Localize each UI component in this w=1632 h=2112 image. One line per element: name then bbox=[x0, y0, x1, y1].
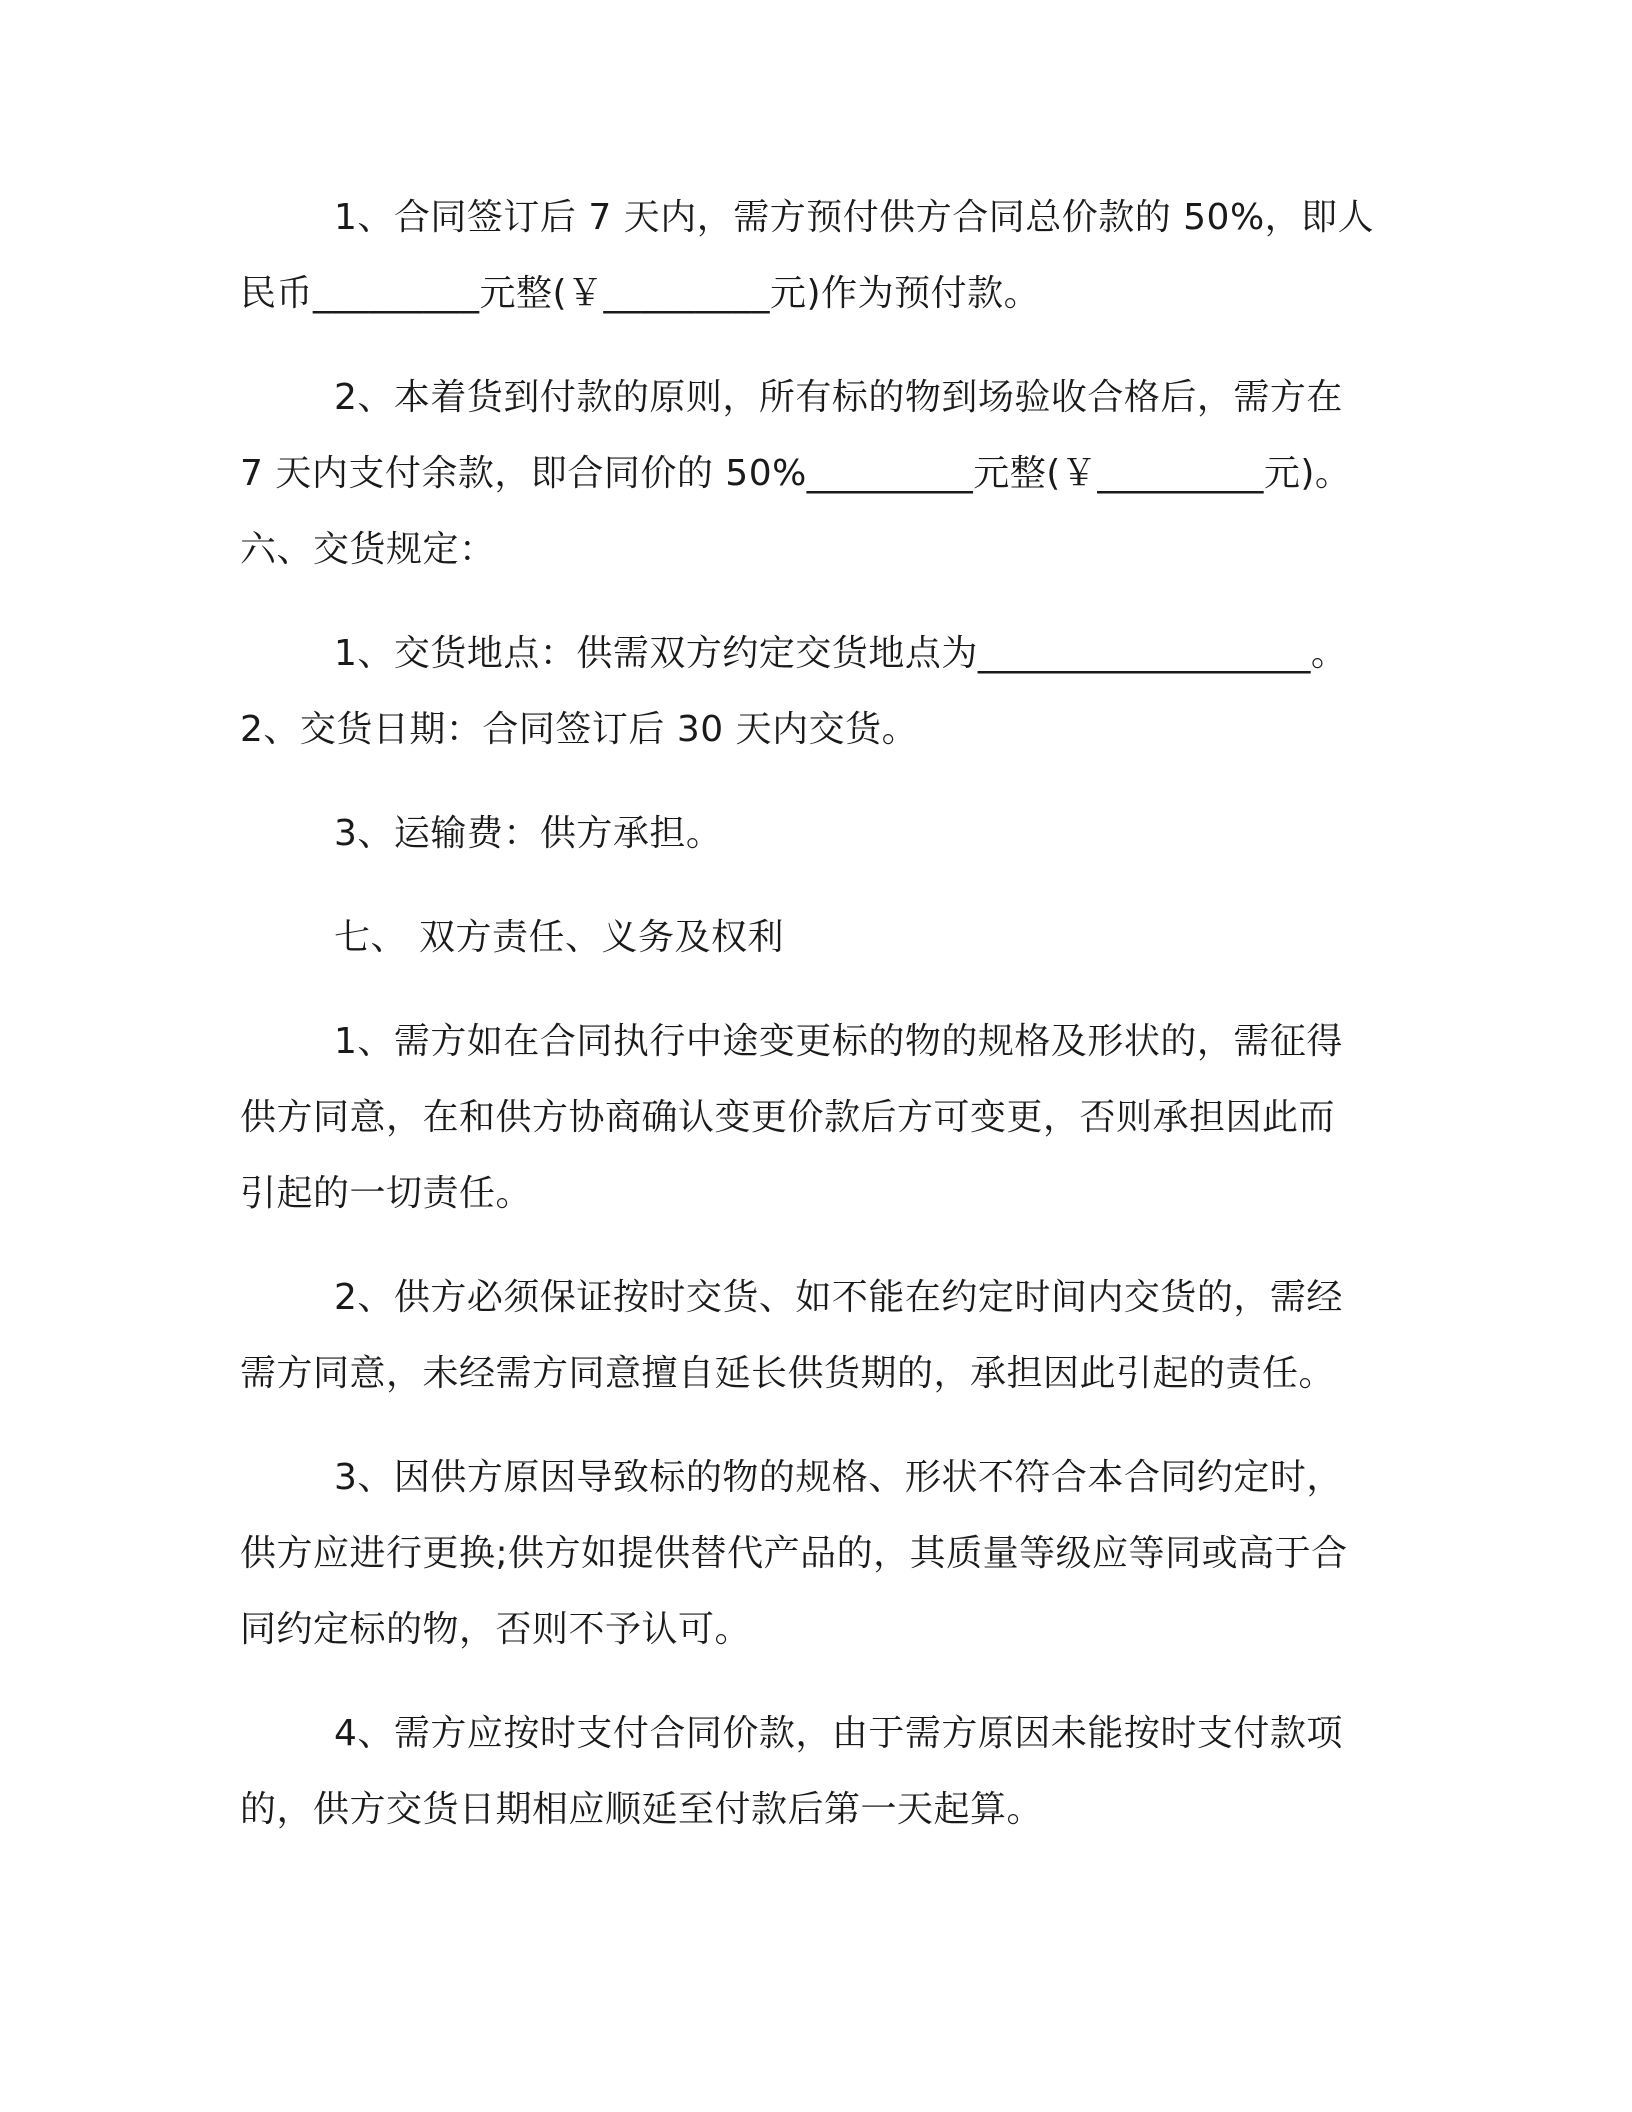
responsibility-clause-4-line-1: 4、需方应按时支付合同价款，由于需方原因未能按时支付款项 bbox=[334, 1713, 1343, 1754]
section-heading-delivery: 六、交货规定： bbox=[240, 529, 496, 570]
responsibility-clause-3-line-3: 同约定标的物，否则不予认可。 bbox=[240, 1609, 752, 1650]
responsibility-clause-3-line-2: 供方应进行更换;供方如提供替代产品的，其质量等级应等同或高于合 bbox=[240, 1533, 1348, 1574]
responsibility-clause-2-line-1: 2、供方必须保证按时交货、如不能在约定时间内交货的，需经 bbox=[334, 1277, 1343, 1318]
responsibility-clause-1-line-1: 1、需方如在合同执行中途变更标的物的规格及形状的，需征得 bbox=[334, 1021, 1343, 1062]
delivery-clause-2: 2、交货日期：合同签订后 30 天内交货。 bbox=[240, 709, 919, 750]
responsibility-clause-3-line-1: 3、因供方原因导致标的物的规格、形状不符合本合同约定时， bbox=[334, 1457, 1343, 1498]
responsibility-clause-4-line-2: 的，供方交货日期相应顺延至付款后第一天起算。 bbox=[240, 1789, 1044, 1830]
payment-clause-2-line-2: 7 天内支付余款，即合同价的 50%_________元整(￥_________元)。 bbox=[240, 453, 1352, 494]
responsibility-clause-1-line-2: 供方同意，在和供方协商确认变更价款后方可变更，否则承担因此而 bbox=[240, 1097, 1336, 1138]
payment-clause-1-line-2: 民币_________元整(￥_________元)作为预付款。 bbox=[240, 273, 1041, 314]
delivery-clause-1: 1、交货地点：供需双方约定交货地点为__________________。 bbox=[334, 633, 1348, 674]
responsibility-clause-1-line-3: 引起的一切责任。 bbox=[240, 1173, 533, 1214]
delivery-clause-3: 3、运输费：供方承担。 bbox=[334, 813, 723, 854]
responsibility-clause-2-line-2: 需方同意，未经需方同意擅自延长供货期的，承担因此引起的责任。 bbox=[240, 1353, 1336, 1394]
payment-clause-2-line-1: 2、本着货到付款的原则，所有标的物到场验收合格后，需方在 bbox=[334, 377, 1343, 418]
section-heading-responsibilities: 七、 双方责任、义务及权利 bbox=[334, 917, 784, 958]
payment-clause-1-line-1: 1、合同签订后 7 天内，需方预付供方合同总价款的 50%，即人 bbox=[334, 197, 1375, 238]
